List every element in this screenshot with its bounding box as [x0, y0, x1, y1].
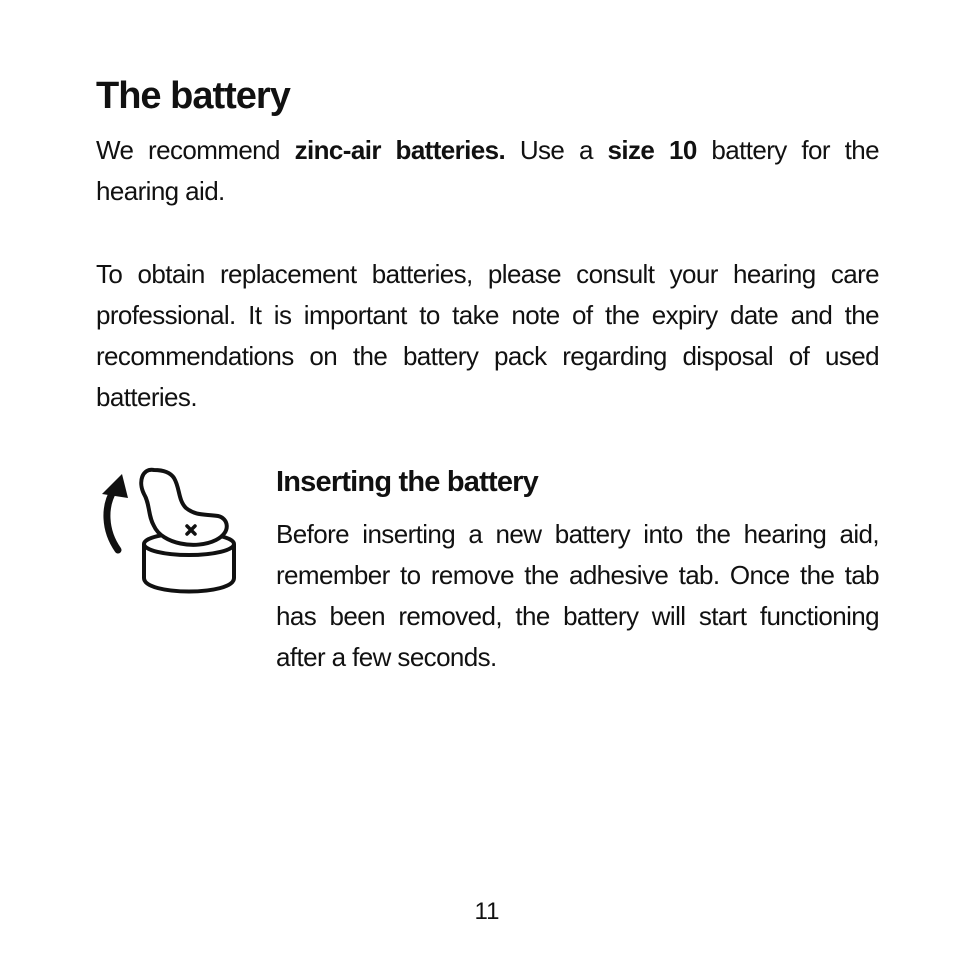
page-number: 11 — [474, 898, 500, 925]
section-heading-inserting-battery: Inserting the battery — [276, 466, 538, 498]
replacement-info-paragraph: To obtain replacement batteries, please consult your hearing care professional. It is important to take note of the expiry date and the recommendations on the battery pack regarding disposal of used batteries. — [96, 259, 879, 412]
intro-text-3: battery for the hearing aid. — [96, 135, 879, 206]
battery-type-emphasis: zinc-air batteries. — [294, 135, 506, 165]
intro-text-2: Use a — [505, 135, 608, 165]
intro-text-1: We recommend — [96, 135, 295, 165]
battery-size-emphasis: size 10 — [607, 135, 697, 165]
battery-tab-removal-icon — [92, 460, 242, 610]
page-title: The battery — [96, 75, 290, 117]
inserting-instructions-paragraph: Before inserting a new battery into the hearing aid, remember to remove the adhesive tab. Once the tab has been removed, the battery will start functioning after a few seconds. — [276, 519, 879, 672]
battery-recommendation-paragraph — [96, 130, 879, 212]
